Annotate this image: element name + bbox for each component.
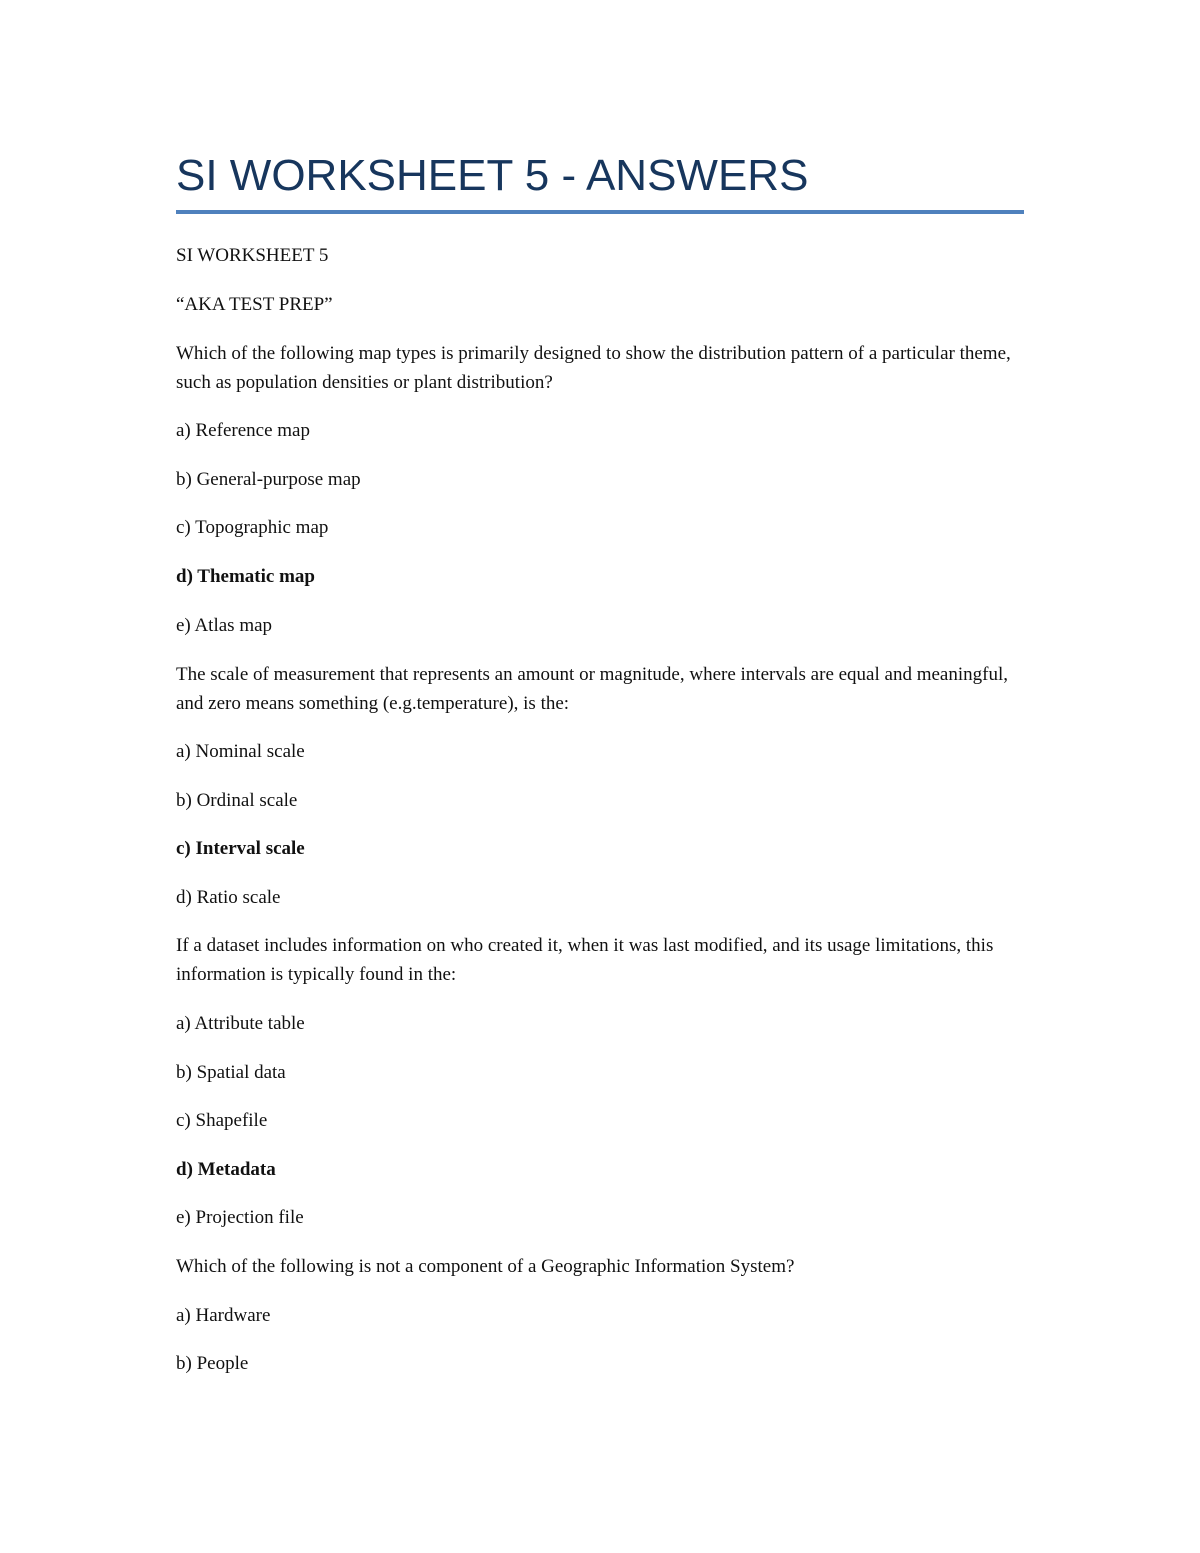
worksheet-tagline: “AKA TEST PREP” (176, 294, 333, 315)
question-1-option-a: a) Reference map (176, 420, 310, 441)
worksheet-subtitle: SI WORKSHEET 5 (176, 245, 329, 266)
question-1-text: Which of the following map types is primarily designed to show the distribution pattern of a particular theme, such as population densities or plant distribution? (176, 343, 1011, 393)
question-2-option-d: d) Ratio scale (176, 887, 281, 908)
title-underline (176, 210, 1024, 214)
question-1-option-b: b) General-purpose map (176, 469, 361, 490)
question-4-option-a: a) Hardware (176, 1305, 271, 1326)
question-2-text: The scale of measurement that represents an amount or magnitude, where intervals are equal and meaningful, and zero means something (e.g.temperature), is the: (176, 664, 1008, 714)
question-3-option-b: b) Spatial data (176, 1062, 286, 1083)
question-4-option-b: b) People (176, 1353, 249, 1374)
question-2-option-a: a) Nominal scale (176, 741, 305, 762)
question-3-option-a: a) Attribute table (176, 1013, 305, 1034)
question-4-text: Which of the following is not a component of a Geographic Information System? (176, 1256, 795, 1277)
question-3-answer: d) Metadata (176, 1159, 276, 1180)
question-3-text: If a dataset includes information on who created it, when it was last modified, and its usage limitations, this information is typically found in the: (176, 935, 994, 985)
question-2-option-b: b) Ordinal scale (176, 790, 298, 811)
question-1-option-e: e) Atlas map (176, 615, 273, 636)
page-title: SI WORKSHEET 5 - ANSWERS (176, 151, 809, 200)
question-1-option-c: c) Topographic map (176, 517, 329, 538)
question-3-option-c: c) Shapefile (176, 1110, 268, 1131)
question-3-option-e: e) Projection file (176, 1207, 304, 1228)
question-1-answer: d) Thematic map (176, 566, 315, 587)
question-2-answer: c) Interval scale (176, 838, 305, 859)
